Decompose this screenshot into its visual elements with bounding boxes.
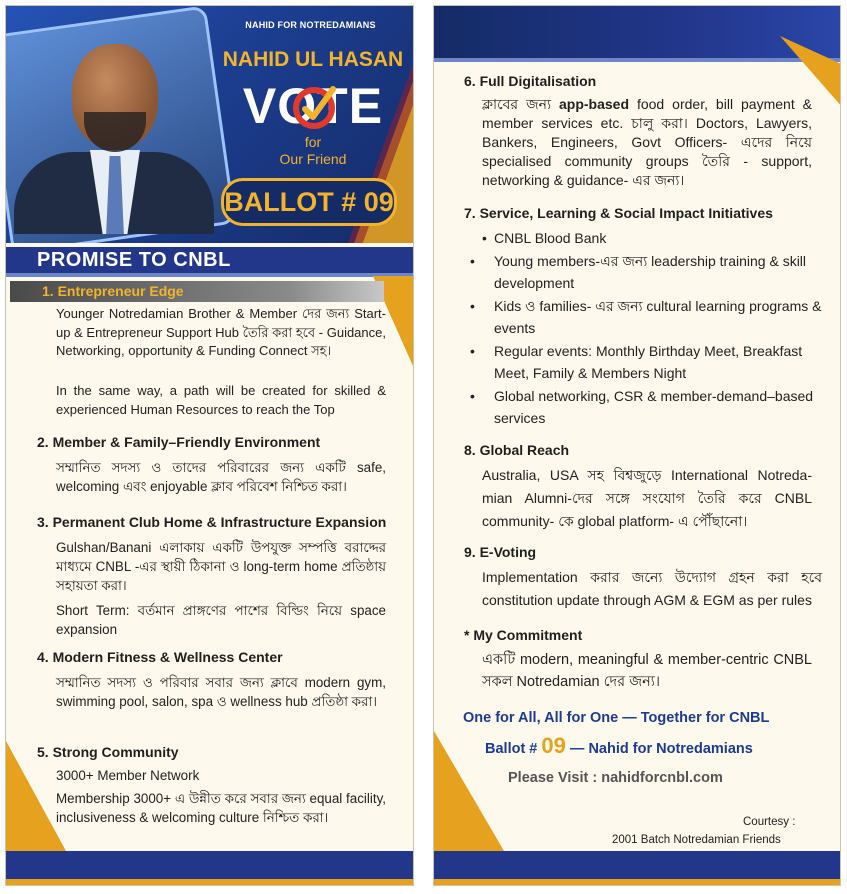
- section-9-title: 9. E-Voting: [464, 544, 537, 560]
- list-item: [470, 295, 822, 339]
- list-item-text: CNBL Blood Bank: [494, 230, 607, 246]
- section-7-list: [470, 227, 822, 429]
- checkmark-icon: [289, 81, 339, 131]
- for-label: [228, 134, 398, 168]
- top-band-strip: [434, 58, 840, 62]
- section-5-para-1: 3000+ Member Network: [56, 768, 200, 783]
- ballot-number: 09: [541, 733, 566, 758]
- section-4-title: 4. Modern Fitness & Wellness Center: [37, 649, 283, 665]
- list-item-text: Young members-এর জন্য leadership training & skill development: [494, 253, 807, 291]
- list-item-text: Kids ও families- এর জন্য cultural learning programs & events: [494, 298, 822, 336]
- campaign-header: [6, 6, 414, 243]
- left-panel: [5, 5, 414, 886]
- ballot-badge: BALLOT # 09: [221, 178, 397, 226]
- section-2-title: 2. Member & Family–Friendly Environment: [37, 434, 321, 450]
- section-6-text-c: food order, bill payment & member services etc. চালু করা। Doctors, Lawyers, Bankers, Engineers, Govt Officers- এদের নিয়ে specialised community groups তৈরি - support, networking & guidance- এর জন্য।: [482, 96, 812, 188]
- candidate-name: NAHID UL HASAN: [222, 48, 404, 71]
- courtesy-text: 2001 Batch Notredamian Friends: [612, 834, 781, 846]
- list-item: [470, 340, 822, 384]
- promise-bar-strip: [6, 273, 414, 277]
- section-6-text-bold: app-based: [559, 96, 630, 112]
- list-item: [470, 385, 822, 429]
- list-item: [470, 250, 822, 294]
- candidate-photo: [14, 34, 214, 234]
- bullet-icon: •: [482, 230, 487, 246]
- for-text: for: [304, 134, 322, 150]
- commitment-para: একটি modern, meaningful & member-centric CNBL সকল Notredamian দের জন্য।: [482, 652, 812, 690]
- section-3-title: 3. Permanent Club Home & Infrastructure Expansion: [37, 514, 387, 530]
- vote-heading: VOTE: [242, 78, 384, 134]
- ballot-suffix: — Nahid for Notredamians: [565, 741, 753, 757]
- bottom-band: [434, 851, 840, 885]
- candidate-tagline: NAHID FOR NOTREDAMIANS: [245, 20, 376, 30]
- bullet-icon: •: [470, 388, 475, 404]
- section-3-para-2: Short Term: বর্তমান প্রাঙ্গণের পাশের বিল্ডিং নিয়ে space expansion: [56, 603, 386, 637]
- section-5-para-2: Membership 3000+ এ উন্নীত করে সবার জন্য equal facility, inclusiveness & welcoming culture নিশ্চিত করা।: [56, 791, 386, 825]
- commitment-title: * My Commitment: [464, 627, 583, 643]
- section-5-title: 5. Strong Community: [37, 744, 179, 760]
- section-1-para-2: In the same way, a path will be created for skilled & experienced Human Resources to reach the Top: [56, 383, 386, 417]
- section-9-para: Implementation করার জন্যে উদ্যোগ গ্রহন করা হবে constitution update through AGM & EGM as per rules: [482, 569, 822, 608]
- promise-title: PROMISE TO CNBL: [37, 249, 231, 271]
- our-friend-text: Our Friend: [279, 151, 347, 167]
- ballot-slogan: [485, 733, 753, 759]
- bottom-gold-line: [434, 879, 840, 885]
- section-8-para: Australia, USA সহ বিশ্বজুড়ে International Notreda-mian Alumni-দের সঙ্গে সংযোগ তৈরি করে CNBL community- কে global platform- এ পৌঁছানো।: [482, 467, 812, 529]
- section-6-title: 6. Full Digitalisation: [464, 73, 597, 89]
- top-band: [434, 6, 840, 58]
- beard-shape: [84, 112, 146, 152]
- section-7-title: 7. Service, Learning & Social Impact Initiatives: [464, 205, 773, 221]
- courtesy-label: Courtesy :: [743, 816, 796, 828]
- section-8-title: 8. Global Reach: [464, 442, 570, 458]
- bullet-icon: •: [470, 298, 475, 314]
- website-link[interactable]: Please Visit : nahidforcnbl.com: [508, 770, 723, 786]
- list-item-text: Regular events: Monthly Birthday Meet, Breakfast Meet, Family & Members Night: [494, 343, 803, 381]
- section-3-para-1: Gulshan/Banani এলাকায় একটি উপযুক্ত সম্পত্তি বরাদ্দের মাধ্যমে CNBL -এর স্থায়ী ঠিকানা ও long-term home প্রতিষ্ঠায় সহায়তা করা।: [56, 540, 386, 593]
- list-item-text: Global networking, CSR & member-demand–based services: [494, 388, 814, 426]
- section-1-para-1: Younger Notredamian Brother & Member দের জন্য Start-up & Entrepreneur Support Hub তৈরি করা হবে - Guidance, Networking, opportunity & Funding Connect সহ।: [56, 306, 386, 358]
- section-6-para: [482, 95, 812, 190]
- bottom-band: [6, 851, 413, 885]
- section-4-para: সম্মানিত সদস্য ও পরিবার সবার জন্য ক্লাবে modern gym, swimming pool, salon, spa ও wellness hub প্রতিষ্ঠা করা।: [56, 675, 386, 709]
- bullet-icon: •: [470, 253, 475, 269]
- section-6-text-a: ক্লাবের জন্য: [482, 96, 559, 112]
- slogan-text: One for All, All for One — Together for CNBL: [463, 710, 770, 726]
- bullet-icon: •: [470, 343, 475, 359]
- section-1-title: 1. Entrepreneur Edge: [42, 283, 184, 299]
- section-2-para: সম্মানিত সদস্য ও তাদের পরিবারের জন্য একটি safe, welcoming এবং enjoyable ক্লাব পরিবেশ নিশ্চিত করা।: [56, 460, 386, 494]
- right-panel: [433, 5, 841, 886]
- ballot-prefix: Ballot #: [485, 741, 542, 757]
- bottom-gold-line: [6, 879, 413, 885]
- list-item: [482, 227, 822, 249]
